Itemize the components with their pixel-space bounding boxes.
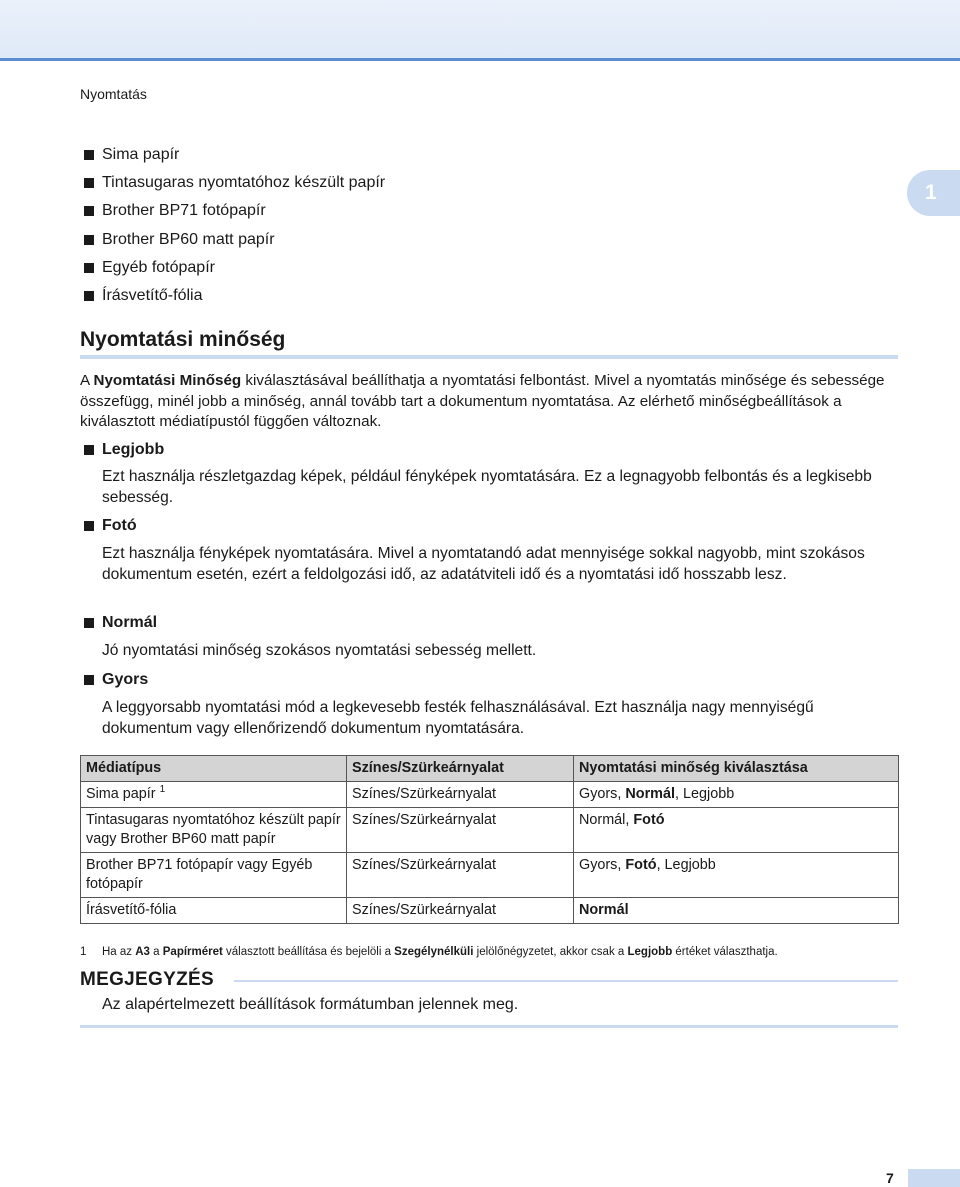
quality-desc-best: Ezt használja részletgazdag képek, például fényképek nyomtatására. Ez a legnagyobb felbontás és a legkisebb sebesség. [102, 468, 872, 506]
color-cell: Színes/Szürkeárnyalat [347, 898, 574, 924]
list-item: Brother BP60 matt papír [84, 226, 385, 254]
note-divider-top [234, 980, 898, 982]
quality-item-photo: Fotó [84, 515, 137, 537]
table-row [81, 808, 899, 853]
intro-paragraph: A Nyomtatási Minőség kiválasztásával beállíthatja a nyomtatási felbontást. Mivel a nyomtatás minősége és sebessége összefügg, minél jobb a minőség, annál tovább tart a dokumentum nyomtatása. Az elérhető minőségbeállítások a kiválasztott médiatípustól függően változnak. [80, 372, 885, 430]
square-bullet-icon [84, 618, 94, 628]
square-bullet-icon [84, 291, 94, 301]
quality-item-normal: Normál [84, 612, 157, 634]
square-bullet-icon [84, 675, 94, 685]
table-row [81, 782, 899, 808]
footnote: 1 Ha az A3 a Papírméret választott beállítása és bejelöli a Szegélynélküli jelölőnégyzetet, akkor csak a Legjobb értéket választhatja. [80, 946, 778, 958]
media-cell: Brother BP71 fotópapír vagy Egyéb fotópapír [81, 853, 347, 898]
media-cell: Sima papír $^1$ [81, 782, 347, 808]
running-header: Nyomtatás [80, 86, 147, 102]
note-text: Az alapértelmezett beállítások formátumban jelennek meg. [102, 996, 519, 1013]
page-tab-marker [908, 1169, 960, 1187]
quality-desc-normal: Jó nyomtatási minőség szokásos nyomtatási sebesség mellett. [102, 642, 537, 659]
column-header: Nyomtatási minőség kiválasztása [574, 756, 899, 782]
media-cell: Tintasugaras nyomtatóhoz készült papír vagy Brother BP60 matt papír [81, 808, 347, 853]
section-divider [80, 355, 898, 359]
quality-cell: Normál, Fotó [574, 808, 899, 853]
media-quality-table [80, 755, 899, 924]
top-header-band [0, 0, 960, 61]
square-bullet-icon [84, 521, 94, 531]
square-bullet-icon [84, 445, 94, 455]
square-bullet-icon [84, 235, 94, 245]
color-cell: Színes/Szürkeárnyalat [347, 782, 574, 808]
quality-desc-fast: A leggyorsabb nyomtatási mód a legkevesebb festék felhasználásával. Ezt használja nagy mennyiségű dokumentum vagy ellenőrizendő dokumentum nyomtatására. [102, 699, 814, 737]
quality-cell: Gyors, Fotó, Legjobb [574, 853, 899, 898]
chapter-tab: 1 [907, 170, 960, 216]
color-cell: Színes/Szürkeárnyalat [347, 853, 574, 898]
color-cell: Színes/Szürkeárnyalat [347, 808, 574, 853]
table-row [81, 853, 899, 898]
list-item: Brother BP71 fotópapír [84, 197, 385, 225]
note-divider-bottom [80, 1025, 898, 1028]
quality-item-best: Legjobb [84, 439, 164, 461]
square-bullet-icon [84, 206, 94, 216]
square-bullet-icon [84, 263, 94, 273]
table-header-row [81, 756, 899, 782]
quality-cell: Gyors, Normál, Legjobb [574, 782, 899, 808]
square-bullet-icon [84, 150, 94, 160]
media-cell: Írásvetítő-fólia [81, 898, 347, 924]
list-item: Tintasugaras nyomtatóhoz készült papír [84, 169, 385, 197]
quality-desc-photo: Ezt használja fényképek nyomtatására. Mivel a nyomtatandó adat mennyisége sokkal nagyobb, mint szokásos dokumentum esetén, ezért a feldolgozási idő, az adatátviteli idő és a nyomtatási idő hosszabb lesz. [102, 545, 865, 583]
square-bullet-icon [84, 178, 94, 188]
table-row [81, 898, 899, 924]
page-number: 7 [886, 1170, 894, 1186]
footnote-mark: 1 [80, 946, 87, 958]
column-header: Színes/Szürkeárnyalat [347, 756, 574, 782]
list-item: Sima papír [84, 141, 385, 169]
list-item: Írásvetítő-fólia [84, 282, 385, 310]
column-header: Médiatípus [81, 756, 347, 782]
quality-cell: Normál [574, 898, 899, 924]
list-item: Egyéb fotópapír [84, 254, 385, 282]
section-title: Nyomtatási minőség [80, 328, 286, 351]
paper-type-list [84, 141, 385, 310]
quality-item-fast: Gyors [84, 669, 148, 691]
note-title: MEGJEGYZÉS [80, 969, 214, 990]
